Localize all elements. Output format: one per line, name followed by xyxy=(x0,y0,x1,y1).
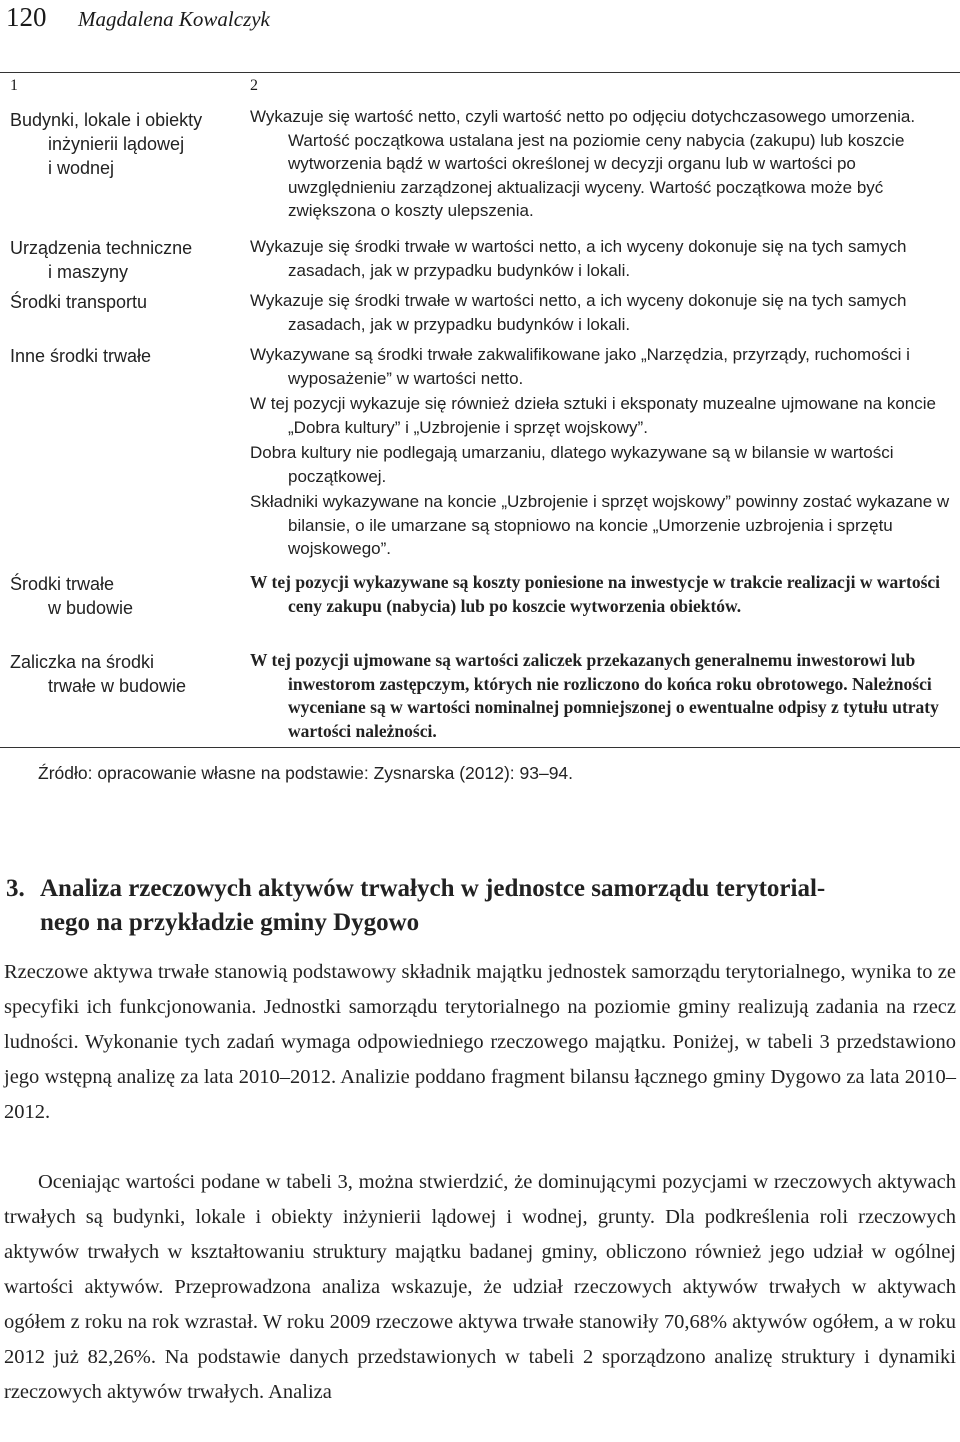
row-label-line: w budowie xyxy=(48,598,134,618)
row-description xyxy=(250,343,950,563)
row-label-line: Środki transportu xyxy=(10,292,148,312)
row-description xyxy=(250,571,950,620)
row-description xyxy=(250,105,950,225)
row-label-line: trwałe w budowie xyxy=(48,676,187,696)
table-bottom-rule xyxy=(0,747,960,748)
row-label-line: Urządzenia techniczne xyxy=(10,238,193,258)
row-paragraph: Wykazuje się wartość netto, czyli wartość netto po odjęciu dotychczasowego umorzenia. Wartość początkowa ustalana jest na poziomie ceny nabycia (zakupu) lub koszcie wytworzenia bądź w wartości określonej w decyzji organu lub w wartości po uwzględnieniu zarządzonej aktualizacji wyceny. Wartość początkowa może być zwiększona o koszty ulepszenia. xyxy=(250,107,916,220)
row-description xyxy=(250,649,950,745)
row-label-line: i wodnej xyxy=(48,158,115,178)
section-number: 3. xyxy=(6,875,25,902)
row-paragraph: Wykazywane są środki trwałe zakwalifikowane jako „Narzędzia, przyrządy, ruchomości i wyposażenie” w wartości netto. xyxy=(250,345,910,388)
body-paragraph: Oceniając wartości podane w tabeli 3, można stwierdzić, że dominującymi pozycjami w rzeczowych aktywach trwałych są budynki, lokale i obiekty inżynierii lądowej i wodnej, grunty. Dla podkreślenia roli rzeczowych aktywów trwałych w kształtowaniu struktury majątku badanej gminy, obliczono również jego udział w ogólnej wartości aktywów. Przeprowadzona analiza wskazuje, że udział rzeczowych aktywów trwałych w aktywach ogółem z roku na rok wzrastał. W roku 2009 rzeczowe aktywa trwałe stanowiły 70,68% aktywów ogółem, a w roku 2012 już 82,26%. Na podstawie danych przedstawionych w tabeli 2 sporządzono analizę struktury i dynamiki rzeczowych aktywów trwałych. Analiza xyxy=(4,1171,956,1403)
row-paragraph: Wykazuje się środki trwałe w wartości netto, a ich wyceny dokonuje się na tych samych zasadach, jak w przypadku budynków i lokali. xyxy=(250,237,907,280)
section-title-line2: nego na przykładzie gminy Dygowo xyxy=(40,909,420,936)
section-heading xyxy=(6,872,956,940)
row-paragraph: Wykazuje się środki trwałe w wartości netto, a ich wyceny dokonuje się na tych samych zasadach, jak w przypadku budynków i lokali. xyxy=(250,291,907,334)
row-label xyxy=(10,572,225,620)
table-col1-header: 1 xyxy=(10,77,18,94)
row-label-line: inżynierii lądowej xyxy=(48,134,185,154)
page-header xyxy=(0,2,960,38)
row-label-line: Budynki, lokale i obiekty xyxy=(10,110,203,130)
row-label-line: Środki trwałe xyxy=(10,574,115,594)
table-col2-header: 2 xyxy=(250,77,258,94)
table-top-rule xyxy=(0,72,960,73)
running-author: Magdalena Kowalczyk xyxy=(78,7,270,31)
row-label-line: Zaliczka na środki xyxy=(10,652,155,672)
row-label xyxy=(10,236,225,284)
row-label xyxy=(10,290,225,314)
row-paragraph: W tej pozycji wykazywane są koszty poniesione na inwestycje w trakcie realizacji w wartości ceny zakupu (nabycia) lub po koszcie wytworzenia obiektów. xyxy=(250,572,941,616)
row-label xyxy=(10,108,225,180)
row-label-line: Inne środki trwałe xyxy=(10,346,152,366)
table-source-note: Źródło: opracowanie własne na podstawie: Zysnarska (2012): 93–94. xyxy=(38,763,574,783)
row-description xyxy=(250,289,950,338)
page-number: 120 xyxy=(6,2,47,32)
row-label xyxy=(10,344,225,368)
body-paragraph: Rzeczowe aktywa trwałe stanowią podstawowy składnik majątku jednostek samorządu terytorialnego, wynika to ze specyfiki ich funkcjonowania. Jednostki samorządu terytorialnego na poziomie gminy realizują zadania na rzecz ludności. Wykonanie tych zadań wymaga odpowiedniego rzeczowego majątku. Poniżej, w tabeli 3 przedstawiono jego wstępną analizę za lata 2010–2012. Analizie poddano fragment bilansu łącznego gminy Dygowo za lata 2010–2012. xyxy=(4,961,956,1123)
row-description xyxy=(250,235,950,284)
row-paragraph: Dobra kultury nie podlegają umarzaniu, dlatego wykazywane są w bilansie w wartości początkowej. xyxy=(250,443,894,486)
section-title-line1: Analiza rzeczowych aktywów trwałych w jednostce samorządu terytorial- xyxy=(40,875,826,902)
row-paragraph: Składniki wykazywane na koncie „Uzbrojenie i sprzęt wojskowy” powinny zostać wykazane w bilansie, o ile umarzane są stopniowo na koncie „Umorzenie uzbrojenia i sprzętu wojskowego”. xyxy=(250,492,950,558)
row-label xyxy=(10,650,225,698)
row-paragraph: W tej pozycji ujmowane są wartości zaliczek przekazanych generalnemu inwestorowi lub inwestorom zastępczym, których nie rozliczono do końca roku obrotowego. Należności wyceniane są w wartości nominalnej pomniejszonej o ewentualne odpisy z tytułu utraty wartości należności. xyxy=(250,650,939,741)
row-paragraph: W tej pozycji wykazuje się również dzieła sztuki i eksponaty muzealne ujmowane na koncie „Dobra kultury” i „Uzbrojenie i sprzęt wojskowy”. xyxy=(250,394,936,437)
row-label-line: i maszyny xyxy=(48,262,129,282)
